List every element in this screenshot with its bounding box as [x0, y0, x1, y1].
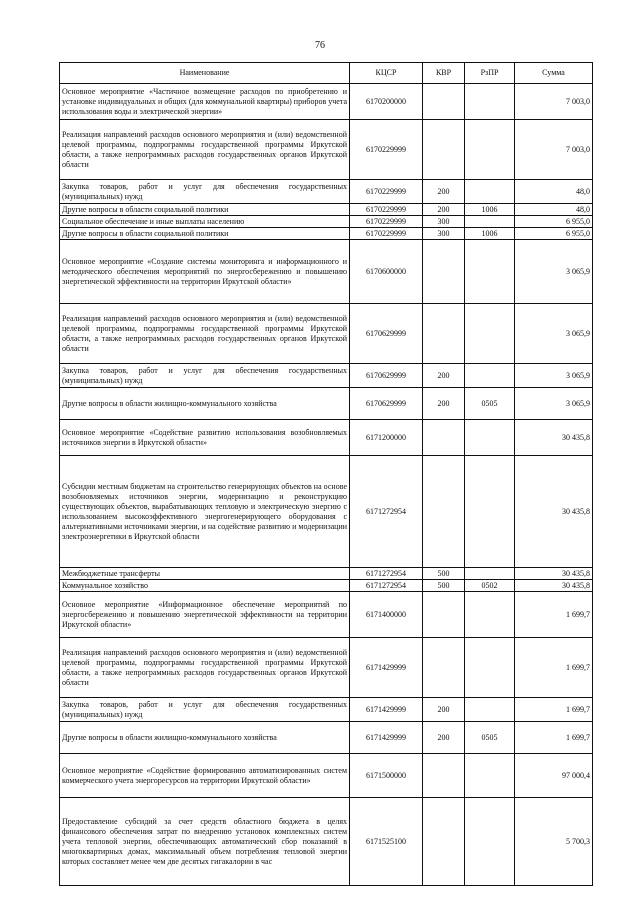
cell-kvr — [423, 592, 465, 638]
cell-name: Субсидии местным бюджетам на строительство генерирующих объектов на основе возобновляемых источников энергии, модернизацию и реконструкцию существующих объектов, вырабатывающих тепловую и электрическую энергию с использованием высокоэффективного энергогенерирующего оборудования с альтернативными источниками энергии, и на содействие развитию и модернизации электроэнергетики в Иркутской области — [60, 456, 350, 568]
table-row — [60, 84, 593, 120]
table-row — [60, 456, 593, 568]
cell-name: Коммунальное хозяйство — [60, 580, 350, 592]
cell-sum: 1 699,7 — [515, 638, 593, 698]
cell-kcsr: 6171272954 — [350, 580, 423, 592]
cell-sum: 30 435,8 — [515, 456, 593, 568]
cell-name: Основное мероприятие «Содействие развитию использования возобновляемых источников энергии в Иркутской области» — [60, 420, 350, 456]
cell-kvr: 500 — [423, 568, 465, 580]
cell-kvr: 200 — [423, 388, 465, 420]
cell-kcsr: 6170629999 — [350, 388, 423, 420]
cell-sum: 3 065,9 — [515, 364, 593, 388]
cell-sum: 1 699,7 — [515, 722, 593, 754]
cell-kcsr: 6170229999 — [350, 120, 423, 180]
cell-rzpr — [465, 798, 515, 886]
cell-rzpr — [465, 592, 515, 638]
cell-kvr: 200 — [423, 180, 465, 204]
cell-rzpr: 0502 — [465, 580, 515, 592]
page-number: 76 — [315, 40, 325, 51]
cell-name: Реализация направлений расходов основного мероприятия и (или) ведомственной целевой программы, подпрограммы государственной программы Иркутской области, а также непрограммных расходов государственных органов Иркутской области — [60, 304, 350, 364]
table-row — [60, 420, 593, 456]
cell-kvr — [423, 420, 465, 456]
cell-rzpr: 1006 — [465, 204, 515, 216]
table-row — [60, 204, 593, 216]
cell-kcsr: 6170629999 — [350, 304, 423, 364]
cell-name: Основное мероприятие «Создание системы мониторинга и информационного и методического обеспечения мероприятий по энергосбережению и повышению энергетической эффективности на территории Иркутской области» — [60, 240, 350, 304]
cell-kcsr: 6170229999 — [350, 204, 423, 216]
budget-table — [59, 62, 593, 886]
cell-sum: 48,0 — [515, 180, 593, 204]
cell-kvr: 200 — [423, 698, 465, 722]
cell-sum: 97 000,4 — [515, 754, 593, 798]
cell-sum: 1 699,7 — [515, 592, 593, 638]
cell-name: Другие вопросы в области жилищно-коммунального хозяйства — [60, 388, 350, 420]
header-kvr: КВР — [423, 63, 465, 84]
cell-kvr — [423, 798, 465, 886]
cell-rzpr: 0505 — [465, 388, 515, 420]
cell-sum: 3 065,9 — [515, 388, 593, 420]
header-name: Наименование — [60, 63, 350, 84]
cell-rzpr — [465, 240, 515, 304]
cell-rzpr — [465, 568, 515, 580]
cell-kvr — [423, 638, 465, 698]
header-sum: Сумма — [515, 63, 593, 84]
cell-name: Межбюджетные трансферты — [60, 568, 350, 580]
cell-sum: 30 435,8 — [515, 568, 593, 580]
cell-rzpr — [465, 638, 515, 698]
cell-kvr — [423, 754, 465, 798]
table-row — [60, 754, 593, 798]
cell-name: Другие вопросы в области социальной политики — [60, 204, 350, 216]
cell-sum: 6 955,0 — [515, 228, 593, 240]
cell-name: Основное мероприятие «Информационное обеспечение мероприятий по энергосбережению и повышению энергетической эффективности на территории Иркутской области» — [60, 592, 350, 638]
table-header-row — [60, 63, 593, 84]
cell-kcsr: 6171525100 — [350, 798, 423, 886]
cell-kcsr: 6171500000 — [350, 754, 423, 798]
cell-kcsr: 6171200000 — [350, 420, 423, 456]
cell-kcsr: 6171429999 — [350, 698, 423, 722]
cell-kcsr: 6170629999 — [350, 364, 423, 388]
cell-kvr: 200 — [423, 364, 465, 388]
cell-sum: 6 955,0 — [515, 216, 593, 228]
cell-rzpr — [465, 754, 515, 798]
table-row — [60, 120, 593, 180]
cell-kcsr: 6171429999 — [350, 638, 423, 698]
cell-name: Социальное обеспечение и иные выплаты населению — [60, 216, 350, 228]
cell-name: Основное мероприятие «Содействие формированию автоматизированных систем коммерческого учета энергоресурсов на территории Иркутской области» — [60, 754, 350, 798]
table-row — [60, 216, 593, 228]
cell-kcsr: 6171272954 — [350, 456, 423, 568]
cell-kvr — [423, 304, 465, 364]
cell-kvr: 500 — [423, 580, 465, 592]
cell-kcsr: 6170600000 — [350, 240, 423, 304]
cell-kcsr: 6171272954 — [350, 568, 423, 580]
table-body — [60, 84, 593, 886]
table-row — [60, 180, 593, 204]
cell-kvr — [423, 120, 465, 180]
cell-name: Закупка товаров, работ и услуг для обеспечения государственных (муниципальных) нужд — [60, 698, 350, 722]
cell-kvr: 200 — [423, 722, 465, 754]
header-kcsr: КЦСР — [350, 63, 423, 84]
cell-name: Основное мероприятие «Частичное возмещение расходов по приобретению и установке индивидуальных и общих (для коммунальной квартиры) приборов учета использования воды и электрической энергии» — [60, 84, 350, 120]
cell-rzpr — [465, 420, 515, 456]
table-row — [60, 568, 593, 580]
cell-kvr: 300 — [423, 228, 465, 240]
cell-kvr: 300 — [423, 216, 465, 228]
table-row — [60, 240, 593, 304]
cell-kvr: 200 — [423, 204, 465, 216]
table-row — [60, 228, 593, 240]
table-row — [60, 592, 593, 638]
table-row — [60, 722, 593, 754]
cell-rzpr — [465, 456, 515, 568]
cell-sum: 5 700,3 — [515, 798, 593, 886]
cell-rzpr — [465, 364, 515, 388]
cell-kcsr: 6170229999 — [350, 228, 423, 240]
cell-kcsr: 6171429999 — [350, 722, 423, 754]
cell-name: Реализация направлений расходов основного мероприятия и (или) ведомственной целевой программы, подпрограммы государственной программы Иркутской области, а также непрограммных расходов государственных органов Иркутской области — [60, 120, 350, 180]
table-row — [60, 388, 593, 420]
cell-name: Реализация направлений расходов основного мероприятия и (или) ведомственной целевой программы, подпрограммы государственной программы Иркутской области, а также непрограммных расходов государственных органов Иркутской области — [60, 638, 350, 698]
table-row — [60, 580, 593, 592]
cell-kcsr: 6170229999 — [350, 216, 423, 228]
cell-rzpr: 0505 — [465, 722, 515, 754]
cell-sum: 3 065,9 — [515, 304, 593, 364]
cell-kcsr: 6170200000 — [350, 84, 423, 120]
cell-kcsr: 6171400000 — [350, 592, 423, 638]
cell-kvr — [423, 84, 465, 120]
cell-sum: 48,0 — [515, 204, 593, 216]
cell-sum: 7 003,0 — [515, 120, 593, 180]
cell-rzpr — [465, 180, 515, 204]
cell-name: Предоставление субсидий за счет средств областного бюджета в целях финансового обеспечения затрат по внедрению установок комплексных систем учета тепловой энергии, обеспечивающих автоматический сбор показаний в многоквартирных домах, максимальный объем потребления тепловой энергии которых составляет менее чем две десятых гигакалории в час — [60, 798, 350, 886]
cell-sum: 30 435,8 — [515, 420, 593, 456]
cell-rzpr — [465, 698, 515, 722]
cell-kvr — [423, 240, 465, 304]
table-row — [60, 364, 593, 388]
cell-sum: 1 699,7 — [515, 698, 593, 722]
cell-rzpr — [465, 84, 515, 120]
cell-sum: 7 003,0 — [515, 84, 593, 120]
cell-name: Закупка товаров, работ и услуг для обеспечения государственных (муниципальных) нужд — [60, 364, 350, 388]
header-rzpr: РзПР — [465, 63, 515, 84]
table-row — [60, 304, 593, 364]
cell-name: Закупка товаров, работ и услуг для обеспечения государственных (муниципальных) нужд — [60, 180, 350, 204]
cell-rzpr — [465, 216, 515, 228]
cell-sum: 30 435,8 — [515, 580, 593, 592]
cell-sum: 3 065,9 — [515, 240, 593, 304]
table-row — [60, 798, 593, 886]
table-row — [60, 638, 593, 698]
table-row — [60, 698, 593, 722]
cell-rzpr — [465, 120, 515, 180]
cell-kvr — [423, 456, 465, 568]
cell-kcsr: 6170229999 — [350, 180, 423, 204]
cell-rzpr: 1006 — [465, 228, 515, 240]
cell-name: Другие вопросы в области жилищно-коммунального хозяйства — [60, 722, 350, 754]
cell-name: Другие вопросы в области социальной политики — [60, 228, 350, 240]
cell-rzpr — [465, 304, 515, 364]
